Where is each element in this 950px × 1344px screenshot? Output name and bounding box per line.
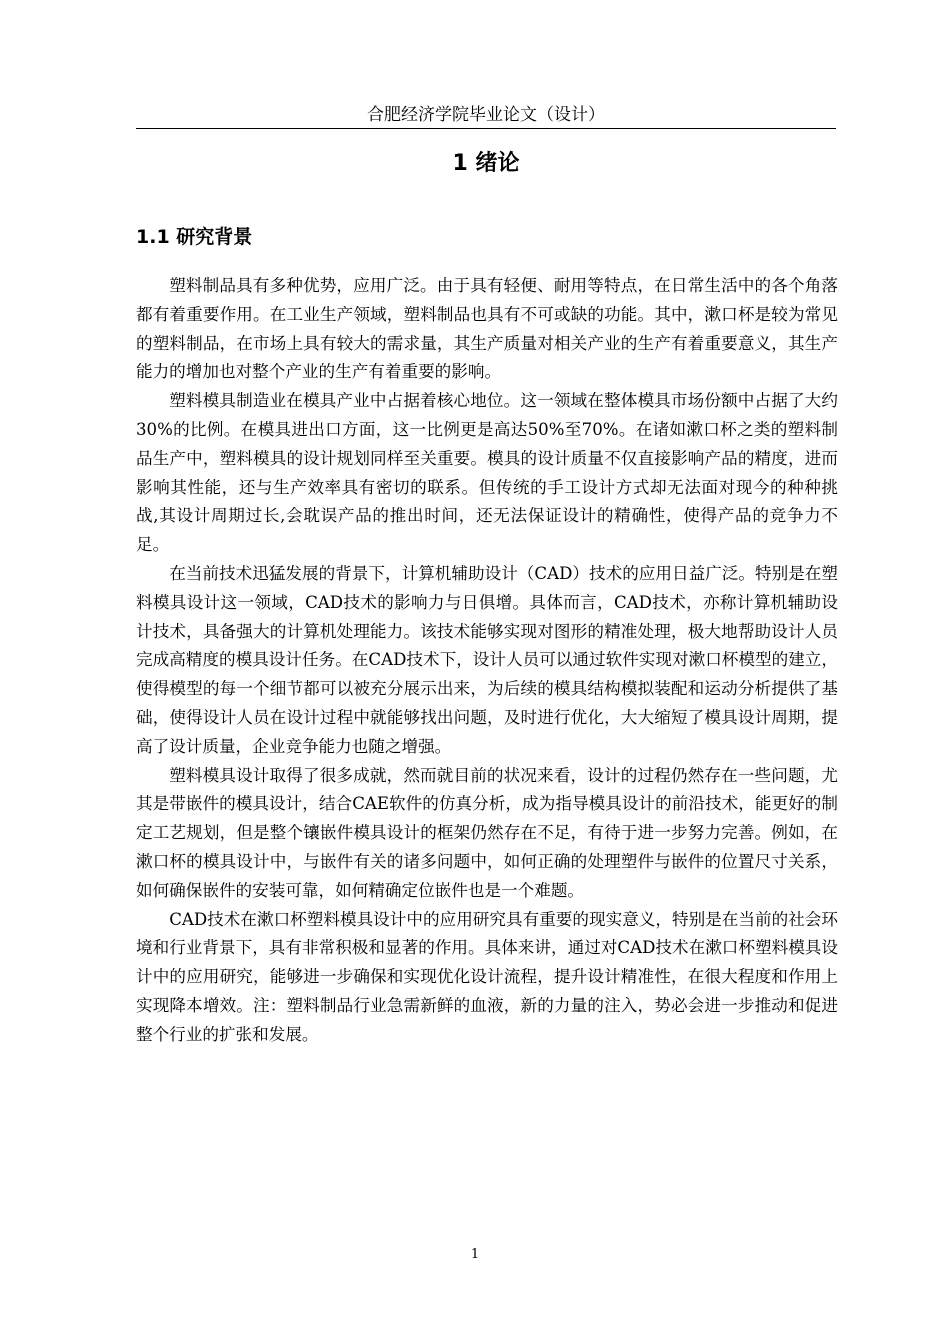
body-text: [136, 272, 838, 1050]
paragraph: 塑料制品具有多种优势，应用广泛。由于具有轻便、耐用等特点，在日常生活中的各个角落都有着重要作用。在工业生产领域，塑料制品也具有不可或缺的功能。其中，漱口杯是较为常见的塑料制品，在市场上具有较大的需求量，其生产质量对相关产业的生产有着重要意义，其生产能力的增加也对整个产业的生产有着重要的影响。: [136, 276, 838, 382]
section-title: 1.1 研究背景: [136, 226, 253, 248]
paragraph: 在当前技术迅猛发展的背景下，计算机辅助设计（CAD）技术的应用日益广泛。特别是在塑料模具设计这一领域，CAD技术的影响力与日俱增。具体而言，CAD技术，亦称计算机辅助设计技术，具备强大的计算机处理能力。该技术能够实现对图形的精准处理，极大地帮助设计人员完成高精度的模具设计任务。在CAD技术下，设计人员可以通过软件实现对漱口杯模型的建立，使得模型的每一个细节都可以被充分展示出来，为后续的模具结构模拟装配和运动分析提供了基础，使得设计人员在设计过程中就能够找出问题，及时进行优化，大大缩短了模具设计周期，提高了设计质量，企业竞争能力也随之增强。: [136, 563, 838, 756]
paragraph: 塑料模具设计取得了很多成就，然而就目前的状况来看，设计的过程仍然存在一些问题，尤其是带嵌件的模具设计，结合CAE软件的仿真分析，成为指导模具设计的前沿技术，能更好的制定工艺规划，但是整个镶嵌件模具设计的框架仍然存在不足，有待于进一步努力完善。例如，在漱口杯的模具设计中，与嵌件有关的诸多问题中，如何正确的处理塑件与嵌件的位置尺寸关系，如何确保嵌件的安装可靠，如何精确定位嵌件也是一个难题。: [136, 765, 838, 900]
chapter-title: 1 绪论: [452, 151, 520, 176]
page-number: 1: [470, 1247, 480, 1262]
running-header: 合肥经济学院毕业论文（设计）: [367, 105, 605, 125]
paragraph: CAD技术在漱口杯塑料模具设计中的应用研究具有重要的现实意义，特别是在当前的社会环境和行业背景下，具有非常积极和显著的作用。具体来讲，通过对CAD技术在漱口杯塑料模具设计中的应用研究，能够进一步确保和实现优化设计流程，提升设计精准性，在很大程度和作用上实现降本增效。注：塑料制品行业急需新鲜的血液，新的力量的注入，势必会进一步推动和促进整个行业的扩张和发展。: [136, 909, 838, 1044]
paragraph: 塑料模具制造业在模具产业中占据着核心地位。这一领域在整体模具市场份额中占据了大约30%的比例。在模具进出口方面，这一比例更是高达50%至70%。在诸如漱口杯之类的塑料制品生产中，塑料模具的设计规划同样至关重要。模具的设计质量不仅直接影响产品的精度，进而影响其性能，还与生产效率具有密切的联系。但传统的手工设计方式却无法面对现今的种种挑战,其设计周期过长,会耽误产品的推出时间，还无法保证设计的精确性，使得产品的竞争力不足。: [136, 391, 839, 555]
header-divider: [136, 128, 836, 129]
